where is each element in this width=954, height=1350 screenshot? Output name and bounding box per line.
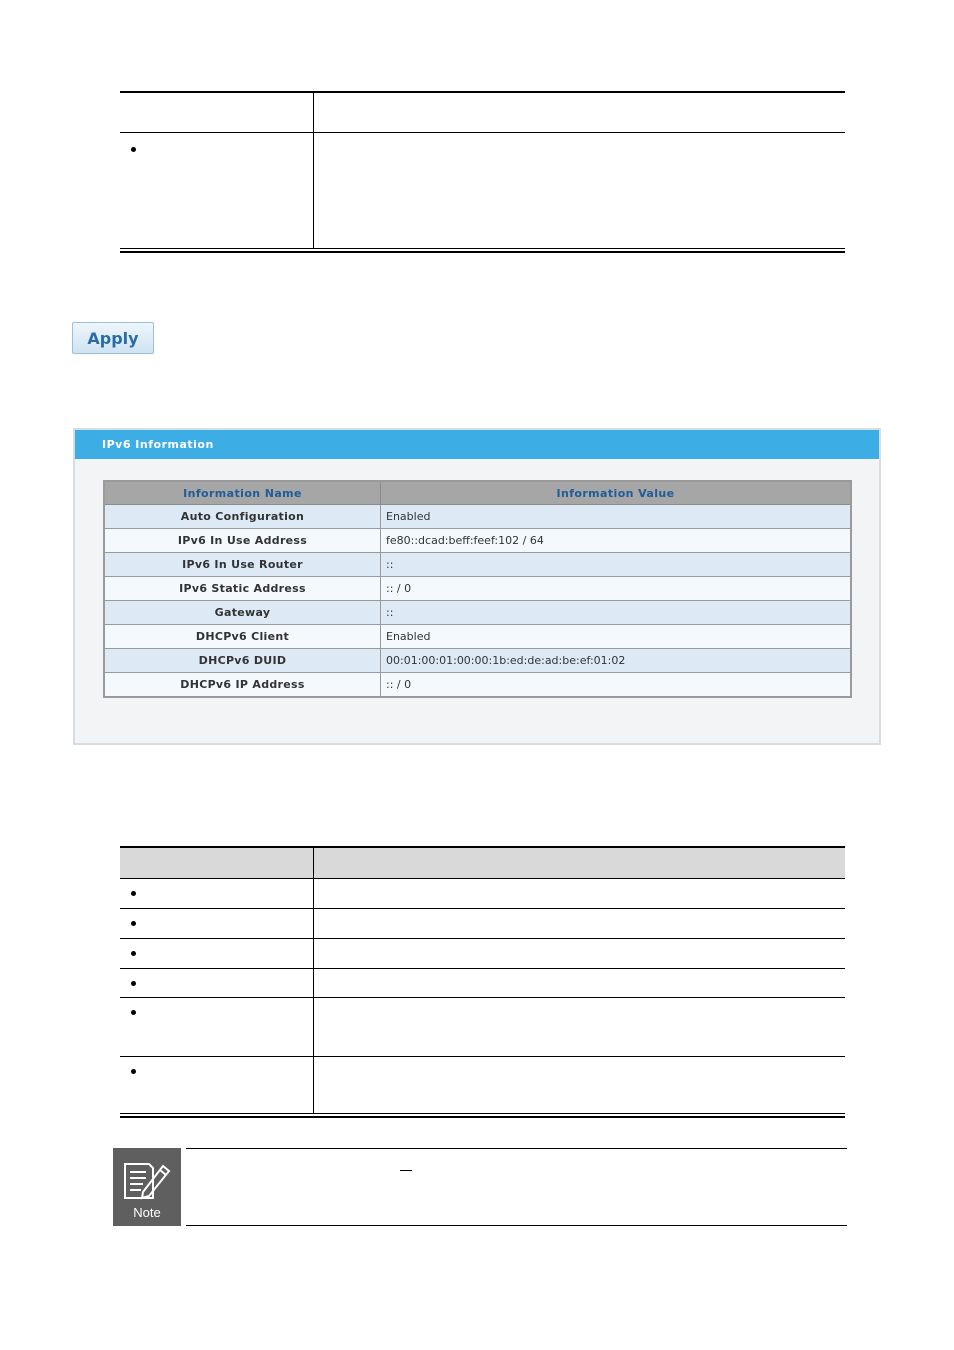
info-value: Enabled	[381, 625, 852, 649]
column-header-name: Information Name	[104, 481, 381, 505]
top-table-col-divider	[313, 93, 314, 249]
note-underline-mark	[400, 1170, 412, 1171]
table-row	[104, 577, 851, 601]
info-value: 00:01:00:01:00:00:1b:ed:de:ad:be:ef:01:02	[381, 649, 852, 673]
top-table-rule-bottom2	[120, 251, 845, 253]
bottom-table-rule	[120, 878, 845, 879]
info-value: Enabled	[381, 505, 852, 529]
bottom-table-rule-bottom	[120, 1113, 845, 1114]
bottom-table-rule	[120, 997, 845, 998]
ipv6-information-panel	[73, 428, 881, 745]
info-name: Auto Configuration	[104, 505, 381, 529]
bottom-table-col-divider	[313, 848, 314, 1114]
info-name: DHCPv6 IP Address	[104, 673, 381, 698]
info-name: IPv6 Static Address	[104, 577, 381, 601]
bottom-table-rule	[120, 908, 845, 909]
bullet-icon	[131, 951, 136, 956]
table-row	[104, 649, 851, 673]
info-name: IPv6 In Use Address	[104, 529, 381, 553]
bullet-icon	[131, 1069, 136, 1074]
bottom-table-rule-top	[120, 846, 845, 848]
column-header-value: Information Value	[381, 481, 852, 505]
table-row	[104, 529, 851, 553]
note-label: Note	[133, 1205, 161, 1220]
info-name: IPv6 In Use Router	[104, 553, 381, 577]
bottom-table-rule	[120, 1056, 845, 1057]
bottom-table-rule	[120, 938, 845, 939]
ipv6-information-table	[103, 480, 852, 698]
bullet-icon	[131, 921, 136, 926]
bottom-table-header	[120, 848, 845, 878]
info-value: :: / 0	[381, 673, 852, 698]
bullet-icon	[131, 147, 136, 152]
info-name: DHCPv6 Client	[104, 625, 381, 649]
bullet-icon	[131, 891, 136, 896]
table-row	[104, 625, 851, 649]
table-row	[104, 505, 851, 529]
panel-header	[75, 430, 879, 459]
info-value: ::	[381, 601, 852, 625]
apply-button[interactable]: Apply	[72, 322, 154, 354]
table-header-row	[104, 481, 851, 505]
bottom-table-rule	[120, 968, 845, 969]
top-table-rule-top	[120, 91, 845, 93]
bottom-table-rule-bottom2	[120, 1116, 845, 1118]
note-pencil-icon	[113, 1152, 181, 1208]
top-table-rule-mid	[120, 132, 845, 133]
info-name: DHCPv6 DUID	[104, 649, 381, 673]
info-value: ::	[381, 553, 852, 577]
table-row	[104, 553, 851, 577]
info-value: :: / 0	[381, 577, 852, 601]
bullet-icon	[131, 1010, 136, 1015]
note-rule-bottom	[186, 1225, 847, 1226]
info-value: fe80::dcad:beff:feef:102 / 64	[381, 529, 852, 553]
panel-title: IPv6 Information	[102, 438, 214, 451]
note-icon	[113, 1148, 181, 1226]
table-row	[104, 673, 851, 698]
bullet-icon	[131, 981, 136, 986]
top-table-rule-bottom	[120, 248, 845, 249]
note-rule-top	[186, 1148, 847, 1149]
table-row	[104, 601, 851, 625]
info-name: Gateway	[104, 601, 381, 625]
